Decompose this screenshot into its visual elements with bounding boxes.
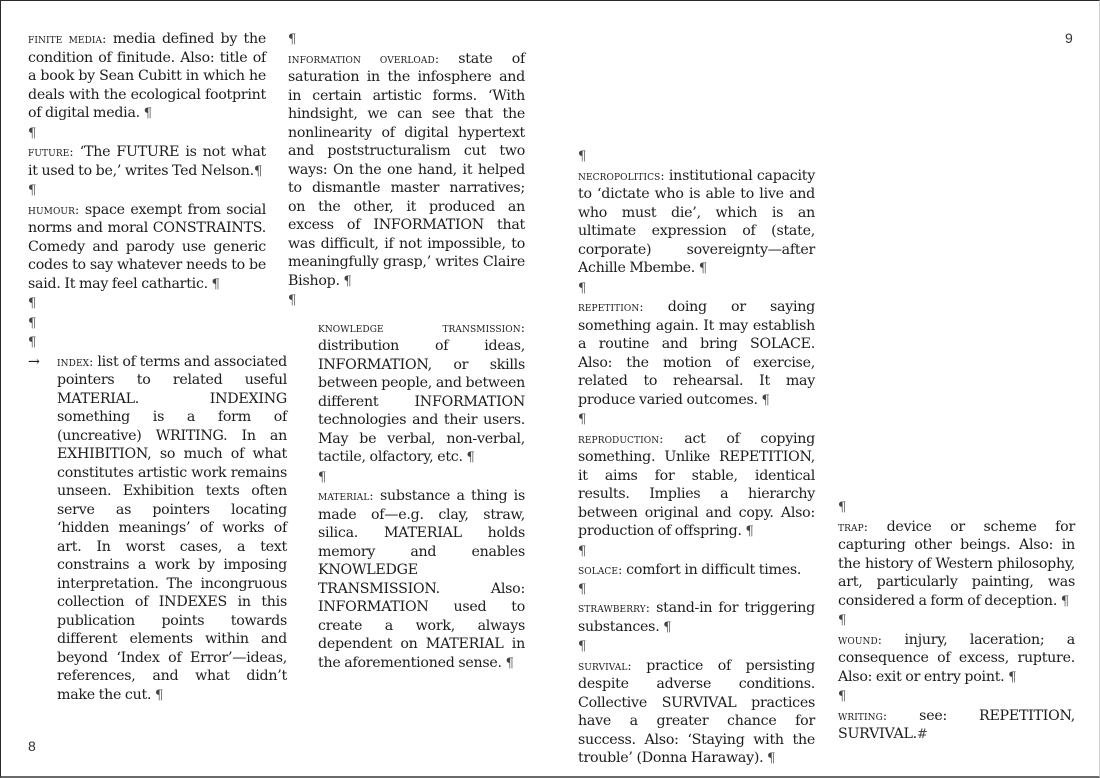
pilcrow-icon: ¶	[505, 655, 514, 671]
glossary-entry	[28, 30, 266, 124]
entry-definition: state of saturation in the infosphere and in certain artistic forms. ‘With hindsight, we can see that the nonlinearity of digital hypertext and poststructuralism cut two ways: On the one hand, it helped to dismantle master narratives; on the other, it produced an excess of INFORMATION that was difficult, if not impossible, to meaningfully grasp,’ writes Claire Bishop.	[288, 50, 525, 289]
entry-definition: device or scheme for capturing other beings. Also: in the history of Western philosophy, art, particularly painting, was considered a form of deception.	[838, 518, 1075, 609]
glossary-entry	[318, 319, 525, 468]
paragraph-mark	[28, 294, 266, 314]
glossary-entry	[578, 599, 815, 637]
entry-definition: practice of persisting despite adverse conditions. Collective SURVIVAL practices have a greater chance for success. Also: ‘Staying with the trouble’ (Donna Haraway).	[578, 657, 815, 766]
glossary-entry	[28, 201, 266, 295]
paragraph-mark	[578, 279, 815, 299]
entry-term: finite media:	[28, 31, 107, 46]
glossary-entry	[578, 561, 815, 580]
entry-definition: see: REPETITION, SURVIVAL.	[838, 707, 1075, 742]
pilcrow-icon: ¶	[578, 543, 587, 559]
entry-term: strawberry:	[578, 600, 651, 615]
entry-term: necropolitics:	[578, 167, 665, 183]
pilcrow-icon: ¶	[154, 687, 163, 703]
pilcrow-icon: ¶	[211, 276, 220, 292]
entry-definition: stand-in for triggering substances.	[578, 600, 815, 635]
column-1	[28, 30, 287, 705]
entry-term: repetition:	[578, 299, 644, 314]
column-4	[838, 498, 1075, 745]
arrow-icon: →	[28, 353, 40, 370]
pilcrow-icon: ¶	[288, 293, 297, 308]
entry-definition: act of copying something. Unlike REPETITION, it aims for stable, identical results. Implies a hierarchy between original and copy. Also: production of offspring.	[578, 430, 815, 539]
entry-term: solace:	[578, 562, 623, 577]
paragraph-mark	[578, 147, 815, 167]
glossary-entry	[578, 657, 815, 769]
entries	[838, 498, 1075, 745]
pilcrow-icon: ¶	[143, 106, 152, 121]
entry-term: future:	[28, 144, 74, 159]
pilcrow-icon: ¶	[28, 335, 37, 350]
entry-definition: substance a thing is made of—e.g. clay, straw, silica. MATERIAL holds memory and enables KNOWLEDGE TRANSMISSION. Also: INFORMATION used to create a work, always dependent on MATERIAL in the aforementioned sense.	[318, 488, 525, 671]
entries	[578, 147, 815, 769]
entry-term: knowledge transmission:	[318, 319, 525, 335]
paragraph-mark	[288, 30, 525, 50]
column-3	[578, 147, 815, 769]
paragraph-mark	[28, 181, 266, 201]
paragraph-mark	[578, 637, 815, 657]
glossary-entry	[578, 167, 815, 279]
paragraph-mark	[838, 611, 1075, 631]
glossary-entry	[288, 50, 525, 292]
entry-definition: institutional capacity to ‘dictate who is able to live and who must die’, which is an ultimate expression of (state, corporate) sovereignty—after Achille Mbembe.	[578, 167, 815, 276]
pilcrow-icon: ¶	[838, 500, 847, 515]
page-number-left: 8	[28, 738, 36, 754]
pilcrow-icon: ¶	[578, 581, 587, 597]
entry-term: writing:	[838, 707, 888, 723]
paragraph-mark	[28, 333, 266, 353]
entry-definition: ‘The FUTURE is not what it used to be,’ writes Ted Nelson.	[28, 144, 266, 179]
entries	[28, 30, 266, 353]
glossary-entry	[578, 430, 815, 542]
pilcrow-icon: ¶	[28, 183, 37, 198]
entry-definition: media defined by the condition of finitude. Also: title of a book by Sean Cubitt in which he deals with the ecological footprint of digital media.	[28, 31, 266, 121]
pilcrow-icon: ¶	[1008, 669, 1017, 685]
paragraph-mark	[318, 468, 525, 488]
entry-definition: list of terms and associated pointers to related useful MATERIAL. INDEXING something is a form of (uncreative) WRITING. In an EXHIBITION, so much of what constitutes artistic work remains unseen. Exhibition texts often serve as pointers locating ‘hidden meanings’ of works of art. In worst cases, a text constrains a work by imposing interpretation. The incongruous collection of INDEXES in this publication points towards different elements within and beyond ‘Index of Error’—ideas, references, and what didn’t make the cut.	[57, 353, 287, 703]
page-number-right: 9	[1065, 30, 1073, 46]
pilcrow-icon: ¶	[578, 412, 587, 427]
pilcrow-icon: ¶	[253, 163, 262, 179]
entry-definition: doing or saying something again. It may establish a routine and bring SOLACE. Also: the motion of exercise, related to rehearsal. It may produce varied outcomes.	[578, 299, 815, 408]
pilcrow-icon: ¶	[578, 639, 587, 654]
pilcrow-icon: ¶	[28, 315, 37, 331]
indented-entries	[318, 319, 525, 674]
entry-definition: space exempt from social norms and moral CONSTRAINTS. Comedy and parody use generic codes to say whatever needs to be said. It may feel cathartic.	[28, 201, 266, 292]
glossary-entry	[28, 143, 266, 181]
pilcrow-icon: ¶	[318, 469, 327, 485]
entry-term: humour:	[28, 201, 80, 217]
paragraph-mark	[838, 498, 1075, 518]
pilcrow-icon: ¶	[745, 524, 754, 539]
column-2	[288, 30, 525, 673]
pilcrow-icon: ¶	[343, 273, 352, 289]
pilcrow-icon: ¶	[663, 619, 672, 635]
paragraph-mark	[578, 410, 815, 430]
pilcrow-icon: ¶	[838, 613, 847, 628]
entry-definition: comfort in difficult times.	[622, 562, 802, 578]
pilcrow-icon: ¶	[28, 296, 37, 311]
paragraph-mark	[578, 542, 815, 562]
entry-term: reproduction:	[578, 430, 664, 446]
paragraph-mark	[28, 124, 266, 144]
paragraph-mark	[28, 314, 266, 334]
entry-term: material:	[318, 488, 374, 503]
entry-definition: distribution of ideas, INFORMATION, or skills between people, and between different INFORMATION technologies and their users. May be verbal, non-verbal, tactile, olfactory, etc.	[318, 338, 526, 465]
pilcrow-icon: ¶	[288, 32, 297, 47]
pilcrow-icon: ¶	[578, 280, 587, 296]
glossary-entry	[838, 518, 1075, 612]
pilcrow-icon: ¶	[578, 149, 587, 164]
entry-term: trap:	[838, 518, 869, 534]
pilcrow-icon: ¶	[761, 392, 770, 408]
glossary-entry	[318, 487, 525, 673]
end-mark-icon: #	[916, 727, 928, 742]
entries	[288, 30, 525, 311]
glossary-entry	[838, 707, 1075, 745]
pilcrow-icon: ¶	[838, 689, 847, 704]
entry-term: information overload:	[288, 50, 440, 66]
entry-definition: injury, laceration; a consequence of excess, rupture. Also: exit or entry point.	[838, 631, 1075, 685]
pilcrow-icon: ¶	[767, 751, 776, 766]
pilcrow-icon: ¶	[698, 261, 707, 276]
glossary-entry-index	[28, 353, 287, 706]
paragraph-mark	[578, 580, 815, 600]
paragraph-mark	[838, 687, 1075, 707]
entry-term: survival:	[578, 657, 632, 673]
glossary-entry	[578, 298, 815, 410]
pilcrow-icon: ¶	[466, 450, 475, 465]
pilcrow-icon: ¶	[28, 125, 37, 141]
entry-term: wound:	[838, 631, 883, 647]
paragraph-mark	[288, 291, 525, 311]
glossary-entry	[838, 631, 1075, 688]
pilcrow-icon: ¶	[1060, 593, 1069, 609]
entry-term: index:	[57, 353, 94, 369]
